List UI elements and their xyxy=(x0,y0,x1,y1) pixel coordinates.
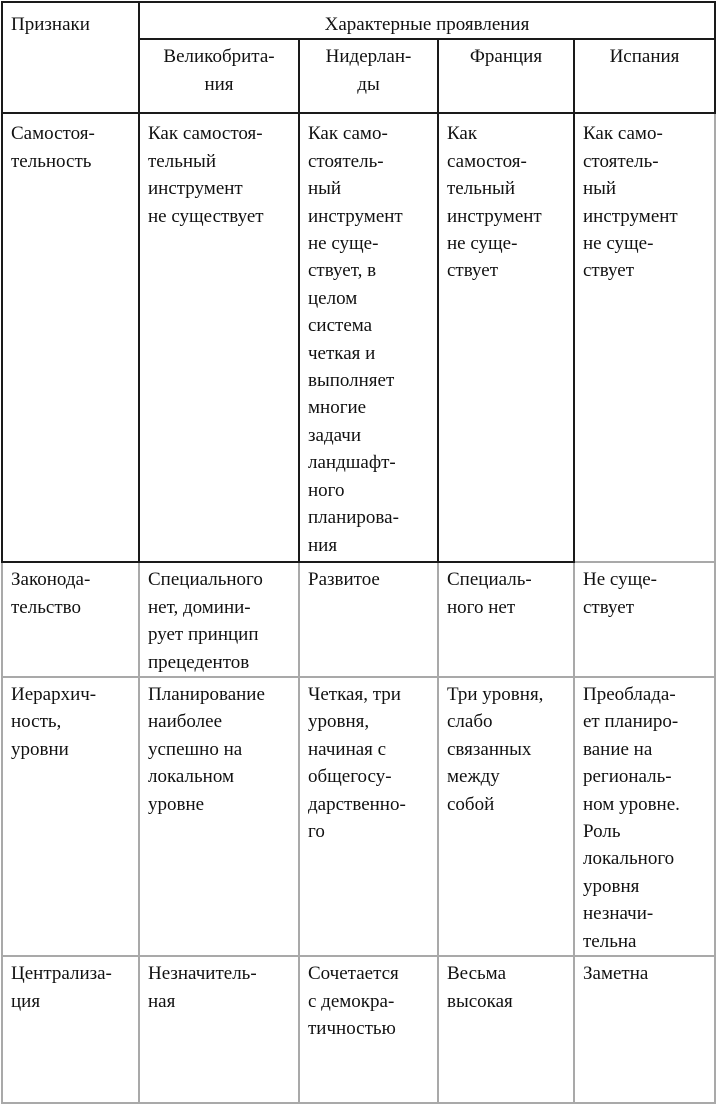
value-cell-spain: Заметна xyxy=(574,956,715,1103)
value-cell-spain: Не суще- ствует xyxy=(574,562,715,677)
table-row xyxy=(2,677,715,956)
value-cell-uk: Специального нет, домини- рует принцип прецедентов xyxy=(139,562,299,677)
criterion-cell: Централиза- ция xyxy=(2,956,139,1103)
table-row xyxy=(2,562,715,677)
criterion-cell: Законода- тельство xyxy=(2,562,139,677)
group-header: Характерные проявления xyxy=(139,2,715,39)
value-cell-uk: Как самостоя- тельный инструмент не существует xyxy=(139,113,299,562)
criterion-cell: Самостоя- тельность xyxy=(2,113,139,562)
value-cell-netherlands: Развитое xyxy=(299,562,438,677)
header-row-top xyxy=(2,2,715,39)
country-header-netherlands: Нидерлан- ды xyxy=(299,39,438,113)
value-cell-france: Три уровня, слабо связанных между собой xyxy=(438,677,574,956)
criteria-header: Признаки xyxy=(2,2,139,113)
value-cell-netherlands: Четкая, три уровня, начиная с общегосу- дарственно- го xyxy=(299,677,438,956)
value-cell-france: Как самостоя- тельный инструмент не суще- ствует xyxy=(438,113,574,562)
value-cell-france: Весьма высокая xyxy=(438,956,574,1103)
comparison-table xyxy=(1,1,716,1104)
value-cell-uk: Планирование наиболее успешно на локальном уровне xyxy=(139,677,299,956)
value-cell-uk: Незначитель- ная xyxy=(139,956,299,1103)
criterion-cell: Иерархич- ность, уровни xyxy=(2,677,139,956)
table-row xyxy=(2,113,715,562)
table-row xyxy=(2,956,715,1103)
country-header-france: Франция xyxy=(438,39,574,113)
value-cell-netherlands: Как само- стоятель- ный инструмент не суще- ствует, в целом система четкая и выполняет многие задачи ландшафт- ного планирова- ния xyxy=(299,113,438,562)
value-cell-spain: Как само- стоятель- ный инструмент не суще- ствует xyxy=(574,113,715,562)
country-header-uk: Великобрита- ния xyxy=(139,39,299,113)
value-cell-netherlands: Сочетается с демокра- тичностью xyxy=(299,956,438,1103)
country-header-spain: Испания xyxy=(574,39,715,113)
value-cell-spain: Преоблада- ет планиро- вание на региональ- ном уровне. Роль локального уровня незначи- тельна xyxy=(574,677,715,956)
value-cell-france: Специаль- ного нет xyxy=(438,562,574,677)
